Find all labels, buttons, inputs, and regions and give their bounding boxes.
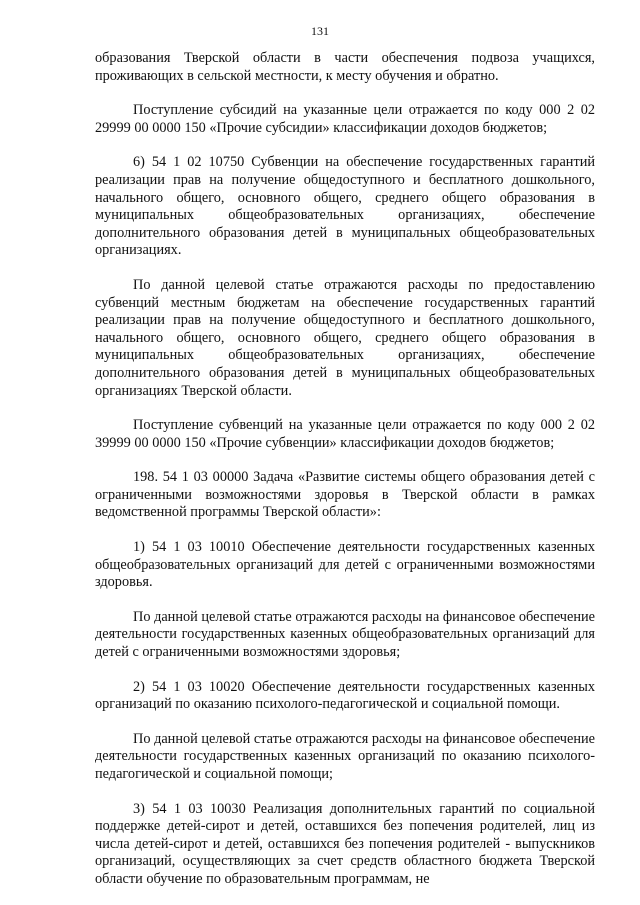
paragraph-subvention-code: Поступление субвенций на указанные цели отражается по коду 000 2 02 39999 00 0000 150 «Прочие субвенции» классификации доходов бюджетов; xyxy=(95,417,595,451)
paragraph-subsidy-code: Поступление субсидий на указанные цели отражается по коду 000 2 02 29999 00 0000 150 «Прочие субсидии» классификации доходов бюджетов; xyxy=(95,102,595,136)
paragraph-item-2-description: По данной целевой статье отражаются расходы на финансовое обеспечение деятельности государственных казенных организаций по оказанию психолого-педагогической и социальной помощи; xyxy=(95,730,595,782)
paragraph-item-2: 2) 54 1 03 10020 Обеспечение деятельности государственных казенных организаций по оказанию психолого-педагогической и социальной помощи. xyxy=(95,678,595,713)
document-body xyxy=(95,50,595,889)
paragraph-item-1-description: По данной целевой статье отражаются расходы на финансовое обеспечение деятельности государственных казенных общеобразовательных организаций для детей с ограниченными возможностями здоровья; xyxy=(95,608,595,661)
paragraph-item-3: 3) 54 1 03 10030 Реализация дополнительных гарантий по социальной поддержке детей-сирот и детей, оставшихся без попечения родителей, лиц из числа детей-сирот и детей, оставшихся без попечения родителей - выпускников организаций, осуществляющих за счет средств областного бюджета Тверской области обучение по образовательным программам, не xyxy=(95,800,595,887)
paragraph-item-6: 6) 54 1 02 10750 Субвенции на обеспечение государственных гарантий реализации прав на получение общедоступного и бесплатного дошкольного, начального общего, основного общего, среднего общего образования в муниципальных общеобразовательных организациях, обеспечение дополнительного образования детей в муниципальных общеобразовательных организациях. xyxy=(95,154,595,259)
paragraph-item-1: 1) 54 1 03 10010 Обеспечение деятельности государственных казенных общеобразовательных организаций для детей с ограниченными возможностями здоровья. xyxy=(95,539,595,591)
paragraph-section-198: 198. 54 1 03 00000 Задача «Развитие системы общего образования детей с ограниченными возможностями здоровья в Тверской области в рамках ведомственной программы Тверской области»: xyxy=(95,469,595,521)
paragraph-continuation: образования Тверской области в части обеспечения подвоза учащихся, проживающих в сельской местности, к месту обучения и обратно. xyxy=(95,50,595,84)
paragraph-item-6-description: По данной целевой статье отражаются расходы по предоставлению субвенций местным бюджетам на обеспечение государственных гарантий реализации прав на получение общедоступного и бесплатного дошкольного, начального общего, основного общего, среднего общего образования в муниципальных общеобразовательных организациях, обеспечение дополнительного образования детей в муниципальных общеобразовательных организациях Тверской области. xyxy=(95,276,595,399)
page-number: 131 xyxy=(311,24,329,38)
